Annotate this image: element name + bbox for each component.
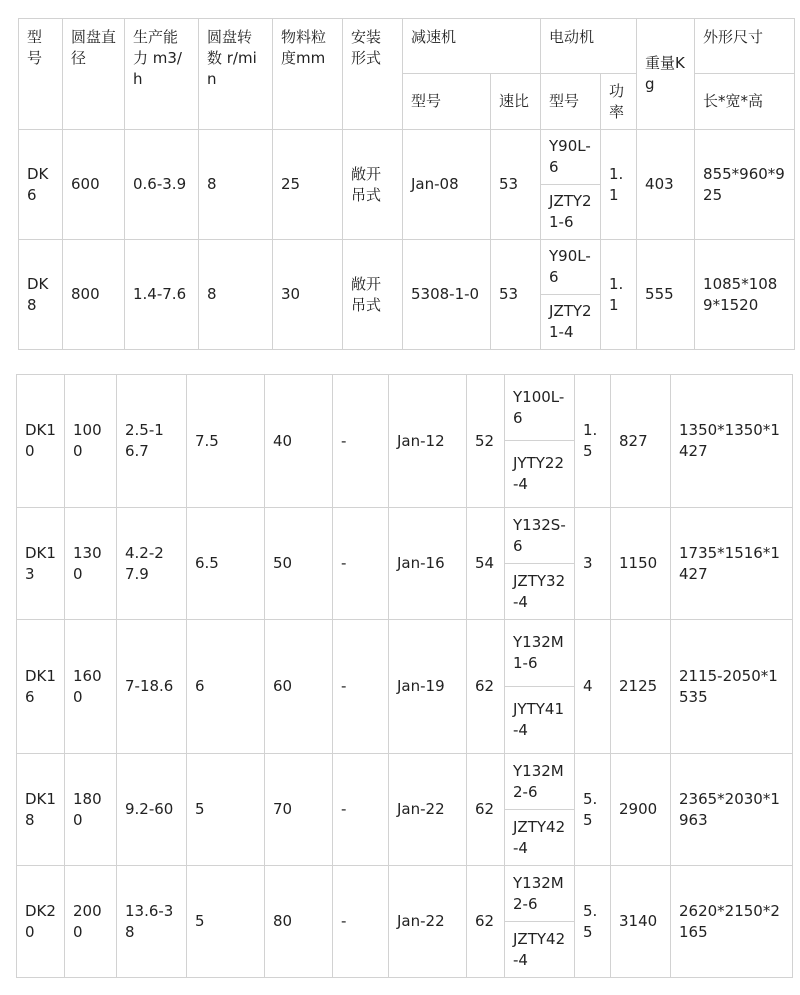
cell-diameter: 600: [63, 130, 125, 240]
cell-ratio: 54: [467, 508, 505, 620]
cell-model: DK18: [17, 754, 65, 866]
cell-ratio: 62: [467, 620, 505, 754]
cell-motor-b: JZTY42-4: [505, 922, 575, 978]
header-disc-speed: 圆盘转数 r/min: [199, 19, 273, 130]
cell-ratio: 52: [467, 375, 505, 508]
cell-weight: 3140: [611, 866, 671, 978]
cell-motor-a: Y132S-6: [505, 508, 575, 564]
cell-dimensions: 2115-2050*1535: [671, 620, 793, 754]
cell-reducer-model: Jan-22: [389, 866, 467, 978]
cell-reducer-model: Jan-08: [403, 130, 491, 240]
cell-dimensions: 1350*1350*1427: [671, 375, 793, 508]
cell-speed: 7.5: [187, 375, 265, 508]
cell-diameter: 1000: [65, 375, 117, 508]
cell-diameter: 1600: [65, 620, 117, 754]
header-reducer-ratio: 速比: [491, 74, 541, 130]
cell-weight: 403: [637, 130, 695, 240]
table-row: [17, 754, 793, 810]
cell-motor-a: Y132M2-6: [505, 754, 575, 810]
cell-ratio: 53: [491, 240, 541, 350]
cell-dimensions: 1735*1516*1427: [671, 508, 793, 620]
cell-speed: 8: [199, 130, 273, 240]
cell-ratio: 62: [467, 754, 505, 866]
cell-power: 1.1: [601, 130, 637, 240]
cell-ratio: 53: [491, 130, 541, 240]
cell-motor-a: Y132M1-6: [505, 620, 575, 687]
table-row: [19, 240, 795, 295]
cell-motor-b: JZTY21-4: [541, 295, 601, 350]
cell-install: -: [333, 754, 389, 866]
header-capacity: 生产能力 m3/h: [125, 19, 199, 130]
header-dimensions: 外形尺寸: [695, 19, 795, 74]
cell-install: -: [333, 375, 389, 508]
header-motor-model: 型号: [541, 74, 601, 130]
cell-model: DK13: [17, 508, 65, 620]
cell-power: 3: [575, 508, 611, 620]
cell-capacity: 0.6-3.9: [125, 130, 199, 240]
cell-motor-a: Y90L-6: [541, 240, 601, 295]
cell-reducer-model: Jan-22: [389, 754, 467, 866]
cell-motor-b: JZTY32-4: [505, 564, 575, 620]
cell-diameter: 1800: [65, 754, 117, 866]
cell-reducer-model: Jan-12: [389, 375, 467, 508]
cell-speed: 6.5: [187, 508, 265, 620]
cell-model: DK16: [17, 620, 65, 754]
spec-table-bottom: [16, 374, 793, 978]
cell-model: DK20: [17, 866, 65, 978]
header-install-type: 安装形式: [343, 19, 403, 130]
cell-particle: 30: [273, 240, 343, 350]
cell-install: 敞开吊式: [343, 240, 403, 350]
cell-reducer-model: Jan-16: [389, 508, 467, 620]
table-row: [17, 375, 793, 441]
header-weight: 重量Kg: [637, 19, 695, 130]
cell-weight: 1150: [611, 508, 671, 620]
cell-motor-a: Y90L-6: [541, 130, 601, 185]
cell-power: 1.1: [601, 240, 637, 350]
cell-particle: 70: [265, 754, 333, 866]
header-particle-size: 物料粒度mm: [273, 19, 343, 130]
table-row: [17, 620, 793, 687]
cell-diameter: 1300: [65, 508, 117, 620]
cell-dimensions: 1085*1089*1520: [695, 240, 795, 350]
header-disc-diameter: 圆盘直径: [63, 19, 125, 130]
header-motor: 电动机: [541, 19, 637, 74]
cell-diameter: 2000: [65, 866, 117, 978]
cell-capacity: 13.6-38: [117, 866, 187, 978]
cell-speed: 5: [187, 754, 265, 866]
header-reducer: 减速机: [403, 19, 541, 74]
cell-reducer-model: Jan-19: [389, 620, 467, 754]
cell-speed: 8: [199, 240, 273, 350]
table-row: [17, 866, 793, 922]
cell-model: DK6: [19, 130, 63, 240]
cell-install: -: [333, 866, 389, 978]
cell-speed: 5: [187, 866, 265, 978]
cell-model: DK10: [17, 375, 65, 508]
cell-reducer-model: 5308-1-0: [403, 240, 491, 350]
cell-dimensions: 2620*2150*2165: [671, 866, 793, 978]
cell-ratio: 62: [467, 866, 505, 978]
cell-install: 敞开吊式: [343, 130, 403, 240]
cell-particle: 60: [265, 620, 333, 754]
cell-capacity: 9.2-60: [117, 754, 187, 866]
cell-model: DK8: [19, 240, 63, 350]
cell-weight: 827: [611, 375, 671, 508]
header-motor-power: 功率: [601, 74, 637, 130]
cell-install: -: [333, 620, 389, 754]
cell-dimensions: 2365*2030*1963: [671, 754, 793, 866]
cell-weight: 555: [637, 240, 695, 350]
header-dimensions-sub: 长*宽*高: [695, 74, 795, 130]
cell-particle: 25: [273, 130, 343, 240]
header-model: 型号: [19, 19, 63, 130]
table-row: [17, 508, 793, 564]
cell-dimensions: 855*960*925: [695, 130, 795, 240]
cell-motor-b: JZTY42-4: [505, 810, 575, 866]
cell-power: 4: [575, 620, 611, 754]
cell-power: 5.5: [575, 754, 611, 866]
spec-table-top: [18, 18, 795, 350]
cell-power: 5.5: [575, 866, 611, 978]
cell-motor-b: JZTY21-6: [541, 185, 601, 240]
cell-speed: 6: [187, 620, 265, 754]
header-reducer-model: 型号: [403, 74, 491, 130]
cell-particle: 40: [265, 375, 333, 508]
cell-motor-b: JYTY41-4: [505, 687, 575, 754]
cell-motor-a: Y132M2-6: [505, 866, 575, 922]
cell-particle: 50: [265, 508, 333, 620]
cell-weight: 2900: [611, 754, 671, 866]
cell-motor-a: Y100L-6: [505, 375, 575, 441]
cell-weight: 2125: [611, 620, 671, 754]
cell-install: -: [333, 508, 389, 620]
cell-diameter: 800: [63, 240, 125, 350]
table-row: [19, 130, 795, 185]
cell-power: 1.5: [575, 375, 611, 508]
cell-particle: 80: [265, 866, 333, 978]
cell-capacity: 7-18.6: [117, 620, 187, 754]
cell-capacity: 1.4-7.6: [125, 240, 199, 350]
cell-capacity: 4.2-27.9: [117, 508, 187, 620]
cell-capacity: 2.5-16.7: [117, 375, 187, 508]
cell-motor-b: JYTY22-4: [505, 441, 575, 508]
